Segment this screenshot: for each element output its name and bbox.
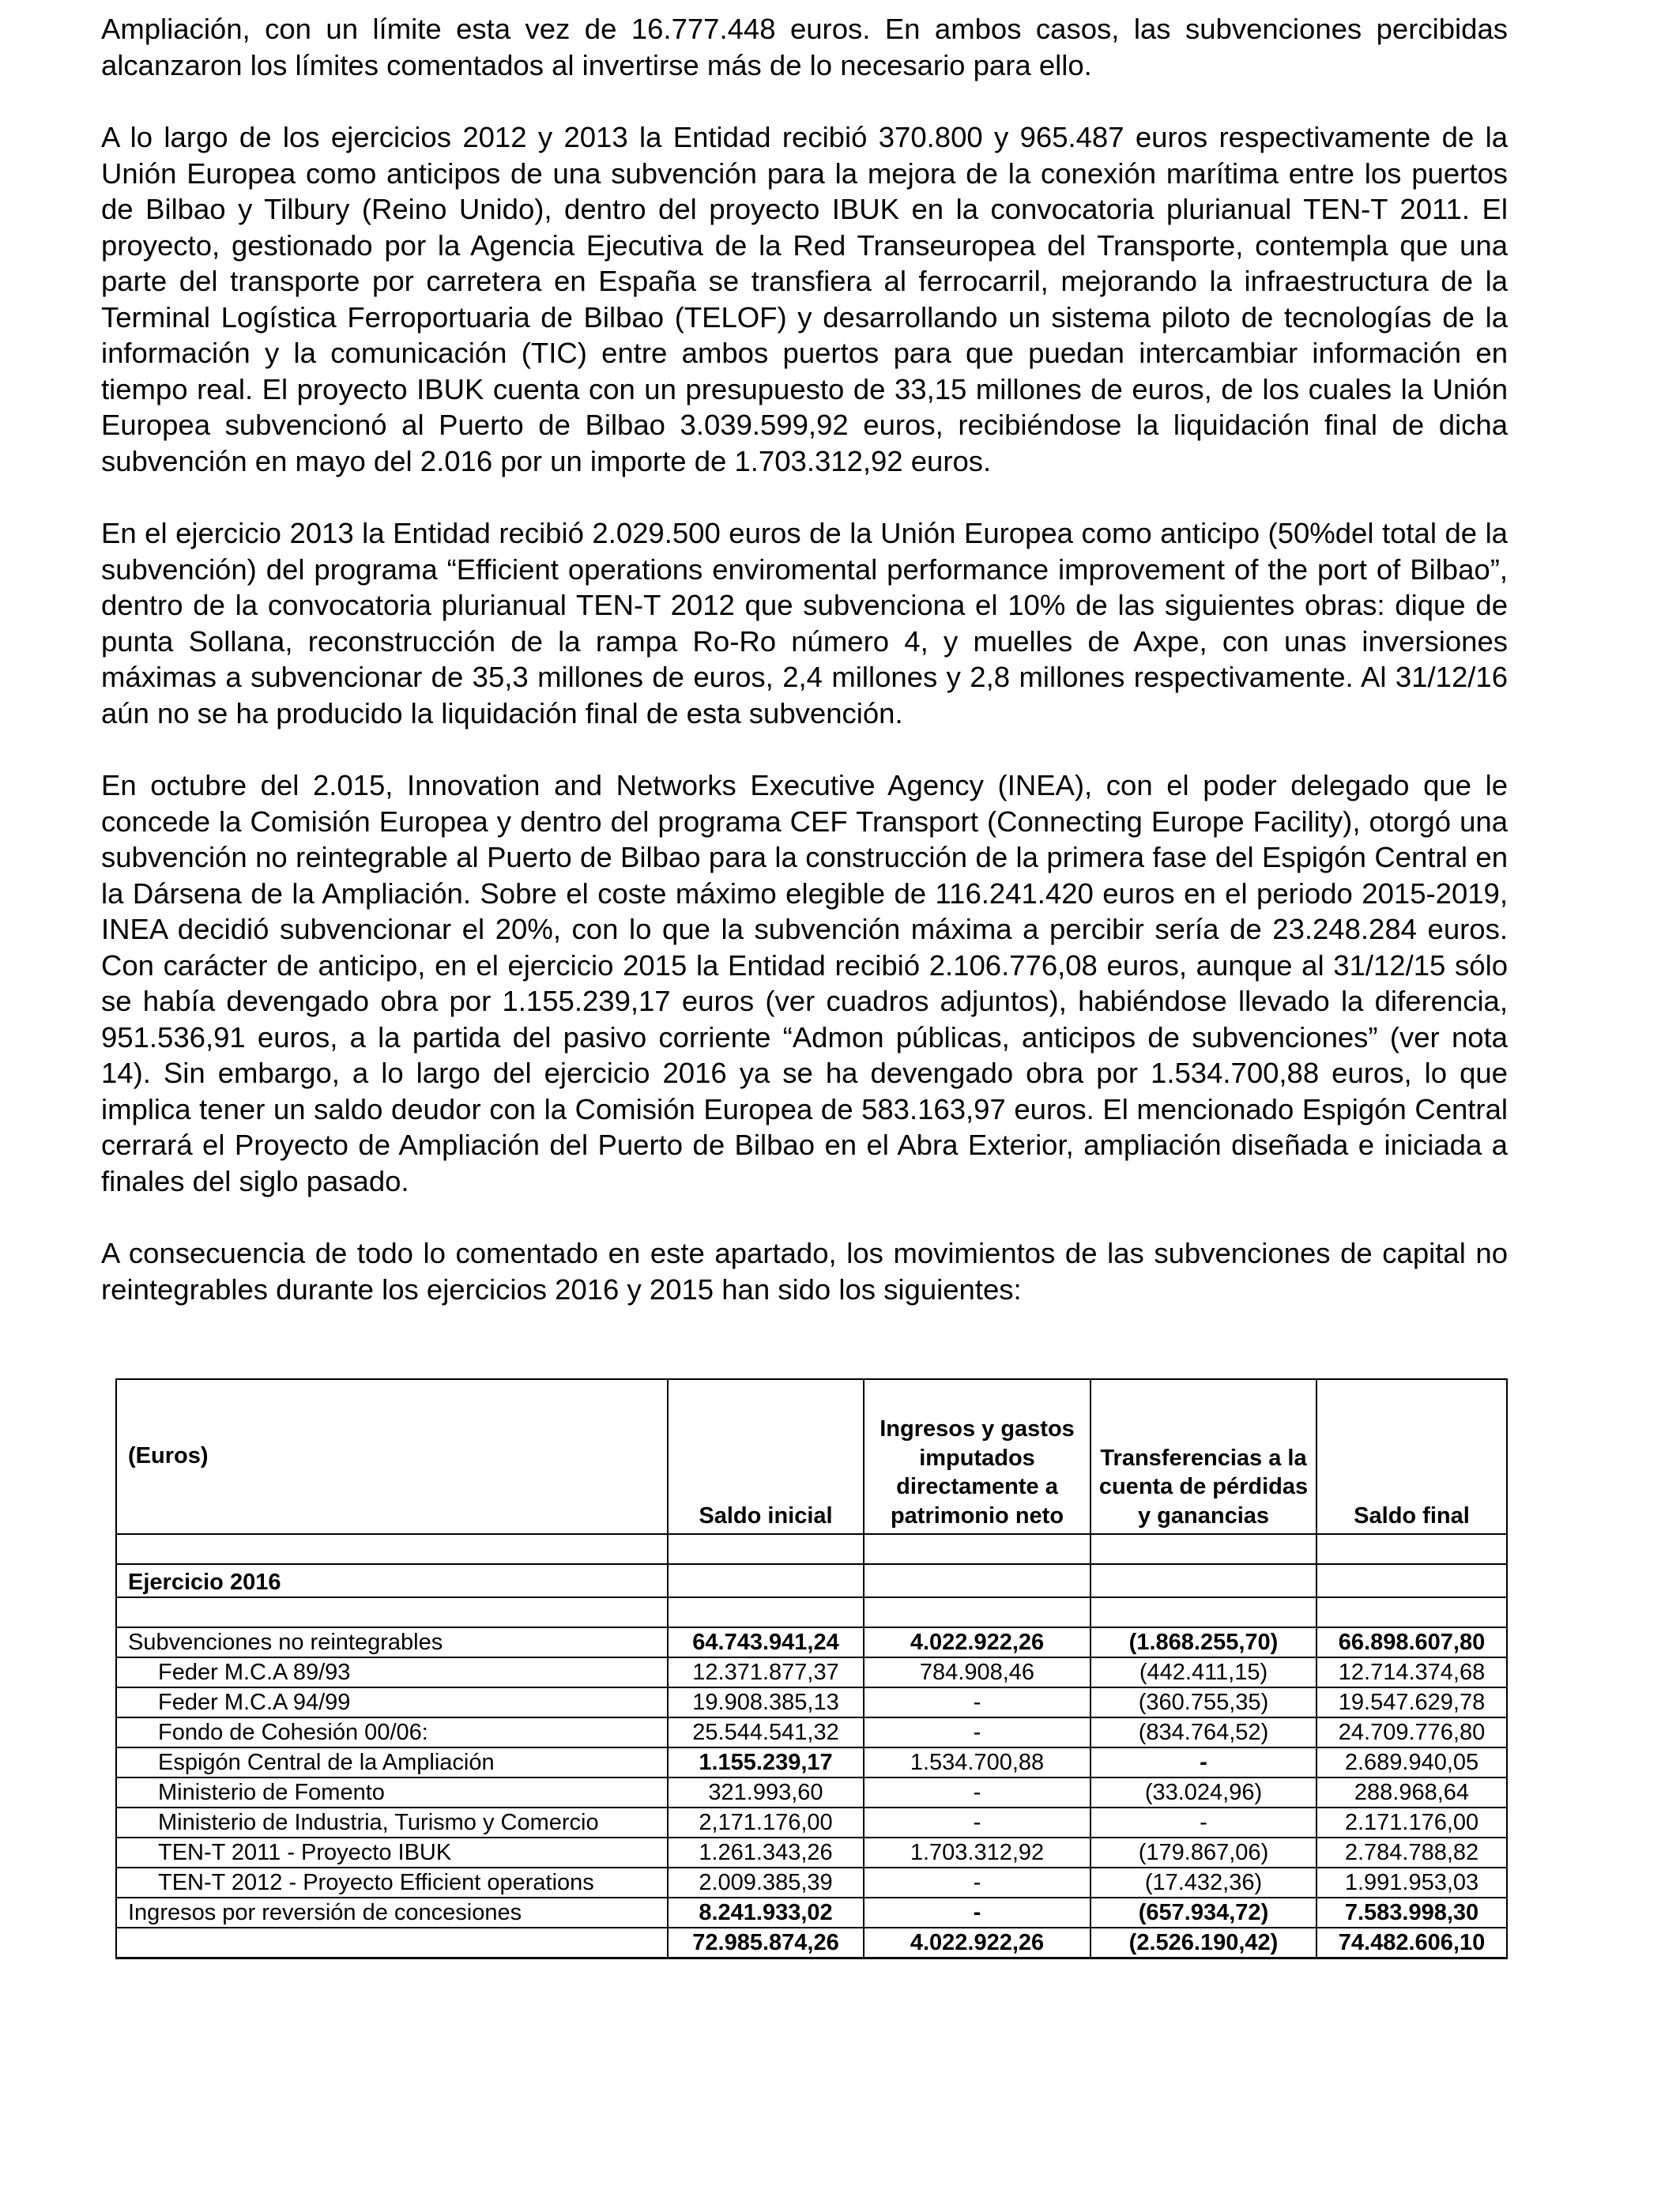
- table-row: [116, 1777, 1507, 1808]
- table-row: [116, 1838, 1507, 1868]
- row-label: TEN-T 2012 - Proyecto Efficient operations: [116, 1868, 668, 1898]
- cell-total-ingresos-gastos: 4.022.922,26: [864, 1928, 1090, 1958]
- document-page: [101, 11, 1508, 1959]
- total-label-cell: [116, 1928, 668, 1958]
- cell-saldo-inicial: 2.009.385,39: [668, 1868, 864, 1898]
- row-label: Subvenciones no reintegrables: [116, 1627, 668, 1657]
- cell-saldo-inicial: 1.155.239,17: [668, 1747, 864, 1777]
- cell-ingresos-gastos: -: [864, 1777, 1090, 1808]
- cell-transferencias: (179.867,06): [1090, 1838, 1317, 1868]
- cell-saldo-final: 66.898.607,80: [1317, 1627, 1507, 1657]
- table-spacer-row: [116, 1534, 1507, 1564]
- table-spacer-row: [116, 1597, 1507, 1627]
- cell-ingresos-gastos: 1.703.312,92: [864, 1838, 1090, 1868]
- table-row: [116, 1657, 1507, 1687]
- row-label: Feder M.C.A 94/99: [116, 1687, 668, 1717]
- cell-saldo-final: 19.547.629,78: [1317, 1687, 1507, 1717]
- row-label: Fondo de Cohesión 00/06:: [116, 1717, 668, 1747]
- cell-ingresos-gastos: -: [864, 1808, 1090, 1838]
- row-label: Ministerio de Industria, Turismo y Comercio: [116, 1808, 668, 1838]
- cell-transferencias: (1.868.255,70): [1090, 1627, 1317, 1657]
- paragraph-conclusion: A consecuencia de todo lo comentado en este apartado, los movimientos de las subvenciones de capital no reintegrables durante los ejercicios 2016 y 2015 han sido los siguientes:: [101, 1237, 1508, 1306]
- cell-saldo-final: 1.991.953,03: [1317, 1868, 1507, 1898]
- cell-saldo-final: 2.784.788,82: [1317, 1838, 1507, 1868]
- cell-saldo-inicial: 321.993,60: [668, 1777, 864, 1808]
- cell-total-transferencias: (2.526.190,42): [1090, 1928, 1317, 1958]
- row-label: Feder M.C.A 89/93: [116, 1657, 668, 1687]
- cell-saldo-final: 288.968,64: [1317, 1777, 1507, 1808]
- cell-saldo-final: 2.171.176,00: [1317, 1808, 1507, 1838]
- header-saldo-final: Saldo final: [1317, 1379, 1507, 1534]
- header-ingresos-gastos: Ingresos y gastos imputados directamente a patrimonio neto: [864, 1379, 1090, 1534]
- cell-transferencias: (33.024,96): [1090, 1777, 1317, 1808]
- cell-saldo-inicial: 1.261.343,26: [668, 1838, 864, 1868]
- paragraph-ampliacion: Ampliación, con un límite esta vez de 16.777.448 euros. En ambos casos, las subvenciones percibidas alcanzaron los límites comentados al invertirse más de lo necesario para ello.: [101, 13, 1508, 81]
- subvenciones-table: [115, 1378, 1508, 1959]
- row-label: Ministerio de Fomento: [116, 1777, 668, 1808]
- cell-ingresos-gastos: 4.022.922,26: [864, 1627, 1090, 1657]
- cell-transferencias: (834.764,52): [1090, 1717, 1317, 1747]
- header-transferencias: Transferencias a la cuenta de pérdidas y ganancias: [1090, 1379, 1317, 1534]
- paragraph-inea: En octubre del 2.015, Innovation and Networks Executive Agency (INEA), con el poder delegado que le concede la Comisión Europea y dentro del programa CEF Transport (Connecting Europe Facility), otorgó una subvención no reintegrable al Puerto de Bilbao para la construcción de la primera fase del Espigón Central en la Dársena de la Ampliación. Sobre el coste máximo elegible de 116.241.420 euros en el periodo 2015-2019, INEA decidió subvencionar el 20%, con lo que la subvención máxima a percibir sería de 23.248.284 euros. Con carácter de anticipo, en el ejercicio 2015 la Entidad recibió 2.106.776,08 euros, aunque al 31/12/15 sólo se había devengado obra por 1.155.239,17 euros (ver cuadros adjuntos), habiéndose llevado la diferencia, 951.536,91 euros, a la partida del pasivo corriente “Admon públicas, anticipos de subvenciones” (ver nota 14). Sin embargo, a lo largo del ejercicio 2016 ya se ha devengado obra por 1.534.700,88 euros, lo que implica tener un saldo deudor con la Comisión Europea de 583.163,97 euros. El mencionado Espigón Central cerrará el Proyecto de Ampliación del Puerto de Bilbao en el Abra Exterior, ampliación diseñada e iniciada a finales del siglo pasado.: [101, 769, 1508, 1197]
- cell-saldo-inicial: 25.544.541,32: [668, 1717, 864, 1747]
- header-saldo-inicial: Saldo inicial: [668, 1379, 864, 1534]
- table-row: [116, 1808, 1507, 1838]
- table-row: [116, 1717, 1507, 1747]
- cell-saldo-inicial: 8.241.933,02: [668, 1898, 864, 1928]
- cell-saldo-final: 12.714.374,68: [1317, 1657, 1507, 1687]
- cell-transferencias: -: [1090, 1747, 1317, 1777]
- cell-ingresos-gastos: -: [864, 1687, 1090, 1717]
- cell-transferencias: (360.755,35): [1090, 1687, 1317, 1717]
- table-total-row: [116, 1928, 1507, 1958]
- cell-total-saldo-final: 74.482.606,10: [1317, 1928, 1507, 1958]
- cell-transferencias: (442.411,15): [1090, 1657, 1317, 1687]
- cell-transferencias: -: [1090, 1808, 1317, 1838]
- cell-saldo-inicial: 64.743.941,24: [668, 1627, 864, 1657]
- paragraph-ibuk: A lo largo de los ejercicios 2012 y 2013 la Entidad recibió 370.800 y 965.487 euros respectivamente de la Unión Europea como anticipos de una subvención para la mejora de la conexión marítima entre los puertos de Bilbao y Tilbury (Reino Unido), dentro del proyecto IBUK en la convocatoria plurianual TEN-T 2011. El proyecto, gestionado por la Agencia Ejecutiva de la Red Transeuropea del Transporte, contempla que una parte del transporte por carretera en España se transfiera al ferrocarril, mejorando la infraestructura de la Terminal Logística Ferroportuaria de Bilbao (TELOF) y desarrollando un sistema piloto de tecnologías de la información y la comunicación (TIC) entre ambos puertos para que puedan intercambiar información en tiempo real. El proyecto IBUK cuenta con un presupuesto de 33,15 millones de euros, de los cuales la Unión Europea subvencionó al Puerto de Bilbao 3.039.599,92 euros, recibiéndose la liquidación final de dicha subvención en mayo del 2.016 por un importe de 1.703.312,92 euros.: [101, 121, 1508, 477]
- table-row-subvenciones-no-reintegrables: [116, 1627, 1507, 1657]
- header-euros: (Euros): [116, 1379, 668, 1534]
- table-header-row: [116, 1379, 1507, 1534]
- row-label: TEN-T 2011 - Proyecto IBUK: [116, 1838, 668, 1868]
- table-row: [116, 1868, 1507, 1898]
- row-label: Ingresos por reversión de concesiones: [116, 1898, 668, 1928]
- paragraph-efficient-operations: En el ejercicio 2013 la Entidad recibió 2.029.500 euros de la Unión Europea como anticipo (50%del total de la subvención) del programa “Efficient operations enviromental performance improvement of the port of Bilbao”, dentro de la convocatoria plurianual TEN-T 2012 que subvenciona el 10% de las siguientes obras: dique de punta Sollana, reconstrucción de la rampa Ro-Ro número 4, y muelles de Axpe, con unas inversiones máximas a subvencionar de 35,3 millones de euros, 2,4 millones y 2,8 millones respectivamente. Al 31/12/16 aún no se ha producido la liquidación final de esta subvención.: [101, 517, 1508, 729]
- cell-ingresos-gastos: 784.908,46: [864, 1657, 1090, 1687]
- cell-saldo-inicial: 12.371.877,37: [668, 1657, 864, 1687]
- cell-saldo-final: 2.689.940,05: [1317, 1747, 1507, 1777]
- cell-ingresos-gastos: -: [864, 1717, 1090, 1747]
- table-row: [116, 1687, 1507, 1717]
- table-section-row: [116, 1564, 1507, 1597]
- cell-ingresos-gastos: -: [864, 1868, 1090, 1898]
- cell-saldo-inicial: 2,171.176,00: [668, 1808, 864, 1838]
- cell-saldo-inicial: 19.908.385,13: [668, 1687, 864, 1717]
- table-row: [116, 1747, 1507, 1777]
- cell-total-saldo-inicial: 72.985.874,26: [668, 1928, 864, 1958]
- row-label: Espigón Central de la Ampliación: [116, 1747, 668, 1777]
- cell-transferencias: (657.934,72): [1090, 1898, 1317, 1928]
- cell-transferencias: (17.432,36): [1090, 1868, 1317, 1898]
- cell-ingresos-gastos: -: [864, 1898, 1090, 1928]
- table-row-ingresos-reversion: [116, 1898, 1507, 1928]
- section-label: Ejercicio 2016: [116, 1564, 668, 1597]
- cell-saldo-final: 7.583.998,30: [1317, 1898, 1507, 1928]
- cell-ingresos-gastos: 1.534.700,88: [864, 1747, 1090, 1777]
- cell-saldo-final: 24.709.776,80: [1317, 1717, 1507, 1747]
